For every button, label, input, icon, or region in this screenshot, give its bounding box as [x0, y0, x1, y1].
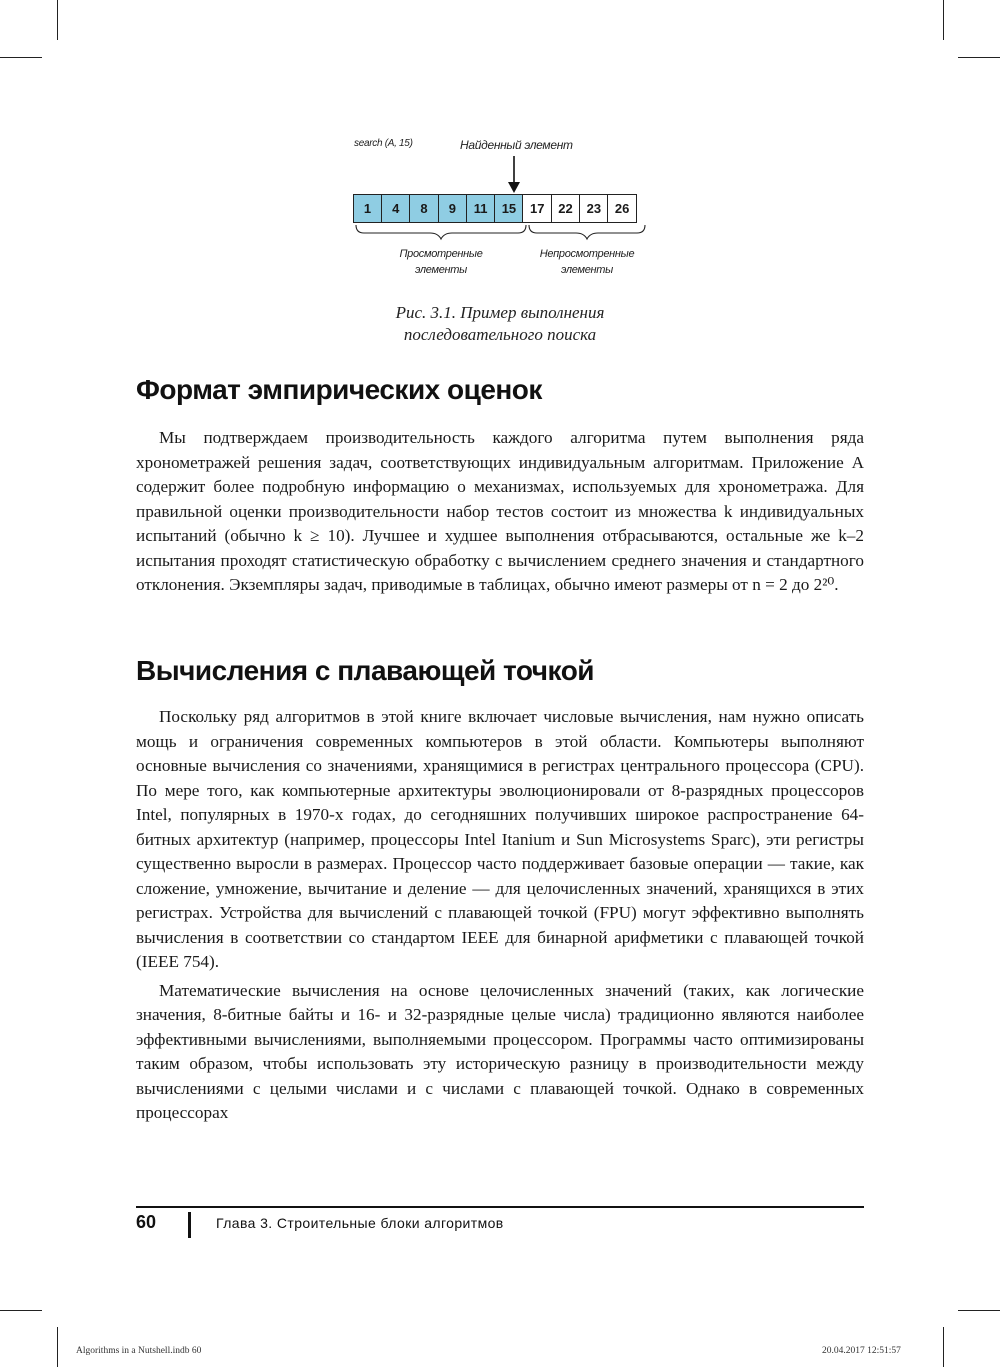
section-body-empirical: [136, 426, 864, 598]
crop-mark: [943, 0, 944, 40]
found-element-label: Найденный элемент: [460, 138, 573, 152]
array-cells: [354, 194, 637, 223]
paragraph: Мы подтверждаем производительность каждого алгоритма путем выполнения ряда хронометражей решения задач, соответствующих индивидуальным алгоритмам. Приложение А содержит более подробную информацию о механизмах, используемых для хронометража. Для правильной оценки производительности набор тестов состоит из множества k индивидуальных испытаний (обычно k ≥ 10). Лучшее и худшее выполнения отбрасываются, остальные же k–2 испытания проходят статистическую обработку с вычислением среднего значения и стандартного отклонения. Экземпляры задач, приводимые в таблицах, обычно имеют размеры от n = 2 до 2²⁰.: [136, 428, 864, 594]
search-call-label: search (A, 15): [354, 138, 413, 149]
section-heading-empirical: Формат эмпирических оценок: [136, 374, 542, 405]
array-cell: 8: [409, 194, 439, 223]
unseen-label-line1: Непросмотренные: [539, 248, 635, 260]
print-slug-file: Algorithms in a Nutshell.indb 60: [76, 1346, 202, 1356]
figure-caption: [300, 302, 700, 346]
array-cell: 17: [522, 194, 552, 223]
crop-mark: [0, 1310, 42, 1311]
array-cell: 1: [353, 194, 383, 223]
crop-mark: [958, 1310, 1000, 1311]
figure-caption-line2: последовательного поиска: [403, 325, 597, 344]
footer-separator: [188, 1212, 191, 1238]
section-heading-floating-point: Вычисления с плавающей точкой: [136, 655, 595, 686]
seen-elements-label: [386, 246, 496, 278]
paragraph: Поскольку ряд алгоритмов в этой книге включает числовые вычисления, нам нужно описать мощь и ограничения современных компьютеров в этой области. Компьютеры выполняют основные вычисления со значениями, хранящимися в регистрах центрального процессора (CPU). По мере того, как компьютерные архитектуры эволюционировали от 8-разрядных процессоров Intel, популярных в 1970-х годах, до сегодняшних получивших широкое распространение 64-битных архитектур (например, процессоры Intel Itanium и Sun Microsystems Sparc), эти регистры существенно выросли в размерах. Процессор часто поддерживает базовые операции — такие, как сложение, умножение, вычитание и деление — для целочисленных значений, хранящихся в этих регистрах. Устройства для вычислений с плавающей точкой (FPU) могут эффективно выполнять вычисления в соответствии со стандартом IEEE для бинарной арифметики с плавающей точкой (IEEE 754).: [136, 707, 864, 971]
array-cell: 9: [438, 194, 468, 223]
section-body-floating-point: [136, 705, 864, 1126]
array-cell: 15: [494, 194, 524, 223]
crop-mark: [943, 1327, 944, 1367]
array-cell: 11: [466, 194, 496, 223]
figure-caption-line1: Рис. 3.1. Пример выполнения: [395, 303, 605, 322]
footer-rule: [136, 1206, 864, 1208]
array-cell: 4: [381, 194, 411, 223]
array-cell: 22: [551, 194, 581, 223]
page-number: 60: [136, 1212, 157, 1232]
sequential-search-figure: [340, 132, 670, 282]
chapter-title: Глава 3. Строительные блоки алгоритмов: [216, 1215, 504, 1231]
unseen-elements-label: [532, 246, 642, 278]
array-cell: 26: [607, 194, 637, 223]
array-cell: 23: [579, 194, 609, 223]
unseen-label-line2: элементы: [561, 264, 613, 276]
seen-label-line2: элементы: [415, 264, 467, 276]
seen-label-line1: Просмотренные: [399, 248, 483, 260]
paragraph: Математические вычисления на основе целочисленных значений (таких, как логические значения, 8-битные байты и 16- и 32-разрядные целые числа) традиционно являются наиболее эффективными вычислениями, выполняемыми процессором. Программы часто оптимизированы таким образом, чтобы использовать эту историческую разницу в производительности между вычислениями с целыми числами и с числами с плавающей точкой. Однако в современных процессорах: [136, 980, 864, 1122]
crop-mark: [0, 57, 42, 58]
crop-mark: [958, 57, 1000, 58]
crop-mark: [57, 0, 58, 40]
crop-mark: [57, 1327, 58, 1367]
print-slug-datetime: 20.04.2017 12:51:57: [822, 1346, 901, 1356]
